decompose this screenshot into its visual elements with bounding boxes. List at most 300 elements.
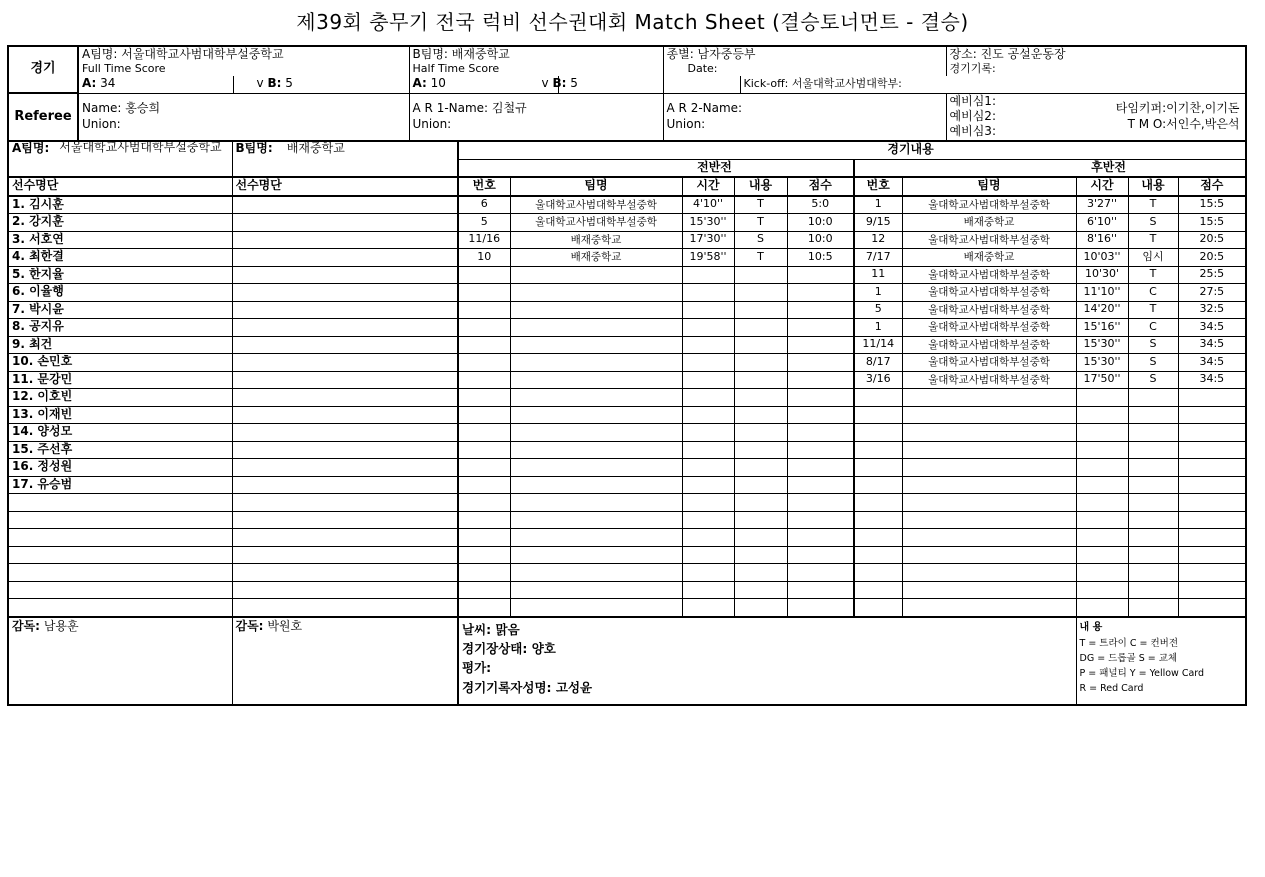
roster-a-player: 15. 주선후	[8, 441, 232, 459]
col-number-first: 번호	[458, 177, 510, 196]
first-half-event-score	[787, 494, 854, 512]
first-half-event-type	[734, 301, 787, 319]
first-half-event-score	[787, 424, 854, 442]
table-row	[8, 424, 1246, 442]
first-half-event-team	[510, 441, 682, 459]
table-row	[8, 249, 1246, 267]
second-half-event-type	[1128, 564, 1178, 582]
first-half-event-team	[510, 529, 682, 547]
recorder-signature: 경기기록자성명: 고성윤	[462, 679, 593, 695]
first-half-event-team	[510, 599, 682, 617]
first-half-event-type: T	[734, 196, 787, 214]
second-half-event-team: 배재중학교	[902, 249, 1076, 267]
first-half-event-no	[458, 459, 510, 477]
second-half-event-team	[902, 476, 1076, 494]
second-half-event-team	[902, 424, 1076, 442]
second-half-event-time	[1076, 389, 1128, 407]
first-half-event-no	[458, 336, 510, 354]
ar2-name: A R 2-Name:	[666, 101, 743, 116]
second-half-event-score	[1178, 599, 1246, 617]
second-half-event-type: S	[1128, 354, 1178, 372]
second-half-event-time	[1076, 406, 1128, 424]
second-half-event-type	[1128, 494, 1178, 512]
first-half-event-time	[682, 494, 734, 512]
second-half-event-time: 11'10''	[1076, 284, 1128, 302]
first-half-event-team	[510, 266, 682, 284]
roster-b-player	[232, 301, 458, 319]
roster-a-player: 12. 이호빈	[8, 389, 232, 407]
first-half-event-score	[787, 459, 854, 477]
roster-a-player: 4. 최한결	[8, 249, 232, 267]
roster-b-player	[232, 371, 458, 389]
timekeeper: 타임키퍼:이기찬,이기돈	[1115, 100, 1240, 115]
roster-b-player	[232, 389, 458, 407]
evaluation: 평가:	[462, 660, 492, 676]
roster-a-player: 3. 서호연	[8, 231, 232, 249]
category: 종별: 남자중등부	[663, 46, 946, 62]
first-half-event-no	[458, 319, 510, 337]
roster-b-player	[232, 546, 458, 564]
match-content-header: 경기내용	[458, 141, 1246, 159]
first-half-event-time	[682, 441, 734, 459]
coach-a	[8, 617, 232, 705]
second-half-event-no	[854, 546, 902, 564]
second-half-event-type	[1128, 476, 1178, 494]
first-half-header: 전반전	[458, 159, 854, 177]
table-row	[8, 406, 1246, 424]
second-half-event-no: 1	[854, 196, 902, 214]
half-a-label: A:	[412, 76, 427, 91]
first-half-event-score: 10:0	[787, 214, 854, 232]
first-half-event-team	[510, 371, 682, 389]
second-half-event-score: 32:5	[1178, 301, 1246, 319]
second-half-event-no	[854, 581, 902, 599]
first-half-event-no	[458, 371, 510, 389]
first-half-event-score	[787, 599, 854, 617]
roster-a-player	[8, 581, 232, 599]
first-half-event-type	[734, 336, 787, 354]
first-half-event-type	[734, 354, 787, 372]
second-half-event-score: 20:5	[1178, 231, 1246, 249]
roster-a-player: 10. 손민호	[8, 354, 232, 372]
roster-a-player: 13. 이재빈	[8, 406, 232, 424]
table-row	[8, 511, 1246, 529]
second-half-event-type	[1128, 599, 1178, 617]
first-half-event-team	[510, 476, 682, 494]
first-half-event-team	[510, 354, 682, 372]
footer-table	[7, 616, 1247, 706]
first-half-event-type	[734, 406, 787, 424]
match-header-table	[7, 45, 1247, 142]
second-half-event-team	[902, 564, 1076, 582]
roster-b-player	[232, 459, 458, 477]
first-half-event-team: 배재중학교	[510, 249, 682, 267]
full-time-b-score: 5	[285, 76, 293, 91]
second-half-event-time: 15'30''	[1076, 354, 1128, 372]
first-half-event-score	[787, 266, 854, 284]
second-half-event-score: 34:5	[1178, 371, 1246, 389]
first-half-event-no	[458, 266, 510, 284]
first-half-event-type	[734, 529, 787, 547]
second-half-event-time: 3'27''	[1076, 196, 1128, 214]
second-half-event-type: T	[1128, 266, 1178, 284]
roster-b-player	[232, 336, 458, 354]
second-half-event-team: 울대학교사범대학부설중학	[902, 354, 1076, 372]
second-half-event-time	[1076, 564, 1128, 582]
table-row	[8, 266, 1246, 284]
first-half-event-time: 19'58''	[682, 249, 734, 267]
second-half-event-score: 27:5	[1178, 284, 1246, 302]
table-row	[8, 214, 1246, 232]
half-time-a-score: 10	[430, 76, 446, 91]
first-half-event-team	[510, 494, 682, 512]
full-time-label: Full Time Score	[78, 62, 409, 76]
second-half-event-type: T	[1128, 231, 1178, 249]
match-conditions	[458, 617, 1076, 705]
second-half-event-type: S	[1128, 336, 1178, 354]
first-half-event-score: 10:0	[787, 231, 854, 249]
second-half-event-score: 15:5	[1178, 196, 1246, 214]
second-half-event-type: S	[1128, 214, 1178, 232]
legend-title: 내 용	[1079, 621, 1103, 633]
roster-a-player: 7. 박시윤	[8, 301, 232, 319]
first-half-event-time	[682, 354, 734, 372]
legend-line-2: DG = 드롭골 S = 교체	[1079, 652, 1178, 664]
second-half-event-score	[1178, 529, 1246, 547]
first-half-event-score	[787, 284, 854, 302]
second-half-event-time	[1076, 476, 1128, 494]
second-half-event-time	[1076, 511, 1128, 529]
table-row	[8, 231, 1246, 249]
section-referee-label: Referee	[8, 93, 78, 141]
half-time-a	[409, 76, 558, 93]
a-team-name: 서울대학교사범대학부설중학교	[59, 140, 222, 154]
first-half-event-type	[734, 599, 787, 617]
roster-b-player	[232, 529, 458, 547]
second-half-event-no: 5	[854, 301, 902, 319]
first-half-event-score	[787, 476, 854, 494]
second-half-event-no	[854, 476, 902, 494]
table-row	[8, 354, 1246, 372]
second-half-event-time: 15'30''	[1076, 336, 1128, 354]
ground-condition: 경기장상태: 양호	[462, 640, 556, 656]
table-row	[8, 546, 1246, 564]
first-half-event-no	[458, 354, 510, 372]
roster-b-player	[232, 214, 458, 232]
weather: 날씨: 맑음	[462, 621, 520, 637]
coach-b-name: 박원호	[267, 618, 303, 633]
first-half-event-time	[682, 511, 734, 529]
first-half-event-team: 배재중학교	[510, 231, 682, 249]
first-half-event-team	[510, 424, 682, 442]
second-half-event-no: 3/16	[854, 371, 902, 389]
roster-header-b: 선수명단	[232, 177, 458, 196]
first-half-event-no	[458, 564, 510, 582]
roster-b-player	[232, 599, 458, 617]
first-half-event-no	[458, 406, 510, 424]
first-half-event-team	[510, 301, 682, 319]
roster-b-player	[232, 249, 458, 267]
first-half-event-time: 17'30''	[682, 231, 734, 249]
roster-a-player: 16. 정성원	[8, 459, 232, 477]
first-half-event-type	[734, 494, 787, 512]
second-half-event-team	[902, 546, 1076, 564]
first-half-event-time	[682, 564, 734, 582]
ar1-name: A R 1-Name: 김철규	[412, 101, 527, 116]
table-row	[8, 476, 1246, 494]
second-half-event-type	[1128, 424, 1178, 442]
first-half-event-score	[787, 546, 854, 564]
roster-a-player	[8, 529, 232, 547]
second-half-event-team: 울대학교사범대학부설중학	[902, 371, 1076, 389]
first-half-event-no	[458, 284, 510, 302]
first-half-event-no	[458, 546, 510, 564]
first-half-event-no	[458, 424, 510, 442]
table-row	[8, 441, 1246, 459]
second-half-event-score: 34:5	[1178, 354, 1246, 372]
second-half-event-time: 10'30'	[1076, 266, 1128, 284]
roster-a-player: 14. 양성모	[8, 424, 232, 442]
second-half-event-no: 1	[854, 284, 902, 302]
first-half-event-type	[734, 266, 787, 284]
first-half-event-type	[734, 564, 787, 582]
first-half-event-type: S	[734, 231, 787, 249]
a-team-cell	[8, 141, 232, 177]
first-half-event-time	[682, 389, 734, 407]
second-half-event-score: 25:5	[1178, 266, 1246, 284]
first-half-event-no	[458, 581, 510, 599]
roster-b-player	[232, 406, 458, 424]
roster-a-player	[8, 546, 232, 564]
second-half-event-no: 8/17	[854, 354, 902, 372]
table-row	[8, 494, 1246, 512]
table-row	[8, 581, 1246, 599]
v-label: v	[256, 76, 264, 91]
second-half-header: 후반전	[854, 159, 1246, 177]
full-time-b	[233, 76, 409, 93]
coach-a-name: 남용훈	[43, 618, 79, 633]
second-half-event-team	[902, 581, 1076, 599]
table-row	[8, 371, 1246, 389]
half-time-b	[541, 76, 663, 93]
roster-a-player: 1. 김시훈	[8, 196, 232, 214]
first-half-event-time	[682, 529, 734, 547]
first-half-event-team: 울대학교사범대학부설중학	[510, 214, 682, 232]
half-time-label: Half Time Score	[409, 62, 663, 76]
first-half-event-score	[787, 441, 854, 459]
second-half-event-team: 울대학교사범대학부설중학	[902, 336, 1076, 354]
first-half-event-type	[734, 511, 787, 529]
second-half-event-no	[854, 511, 902, 529]
first-half-event-time	[682, 301, 734, 319]
first-half-event-time	[682, 459, 734, 477]
first-half-event-no	[458, 599, 510, 617]
col-team-second: 팀명	[902, 177, 1076, 196]
officials-info	[946, 93, 1246, 141]
first-half-event-team	[510, 459, 682, 477]
second-half-event-type: T	[1128, 196, 1178, 214]
first-half-event-type: T	[734, 249, 787, 267]
b-team-line: B팀명: 배재중학교	[409, 46, 663, 62]
second-half-event-time	[1076, 581, 1128, 599]
table-row	[8, 564, 1246, 582]
second-half-event-score	[1178, 564, 1246, 582]
second-half-event-type: C	[1128, 319, 1178, 337]
second-half-event-time	[1076, 424, 1128, 442]
table-row	[8, 284, 1246, 302]
first-half-event-team	[510, 564, 682, 582]
second-half-event-score	[1178, 494, 1246, 512]
first-half-event-team: 울대학교사범대학부설중학	[510, 196, 682, 214]
roster-b-player	[232, 441, 458, 459]
col-time-second: 시간	[1076, 177, 1128, 196]
first-half-event-no	[458, 529, 510, 547]
second-half-event-no	[854, 529, 902, 547]
first-half-event-no	[458, 511, 510, 529]
roster-b-player	[232, 354, 458, 372]
ar2-info	[663, 93, 946, 141]
second-half-event-time: 6'10''	[1076, 214, 1128, 232]
second-half-event-type	[1128, 441, 1178, 459]
second-half-event-team: 울대학교사범대학부설중학	[902, 319, 1076, 337]
roster-b-player	[232, 284, 458, 302]
second-half-event-no: 11	[854, 266, 902, 284]
a-label: A:	[82, 76, 97, 91]
first-half-event-team	[510, 319, 682, 337]
roster-b-player	[232, 511, 458, 529]
full-time-a	[78, 76, 233, 93]
half-v-label: v	[541, 76, 549, 91]
table-row	[8, 599, 1246, 617]
second-half-event-no	[854, 494, 902, 512]
table-row	[8, 389, 1246, 407]
second-half-event-team: 배재중학교	[902, 214, 1076, 232]
roster-b-player	[232, 231, 458, 249]
table-row	[8, 319, 1246, 337]
first-half-event-type	[734, 441, 787, 459]
first-half-event-no: 6	[458, 196, 510, 214]
half-time-spacer	[663, 76, 740, 93]
second-half-event-no	[854, 389, 902, 407]
table-row	[8, 196, 1246, 214]
second-half-event-time	[1076, 441, 1128, 459]
roster-b-player	[232, 319, 458, 337]
first-half-event-time	[682, 284, 734, 302]
second-half-event-type: T	[1128, 301, 1178, 319]
ar1-union: Union:	[412, 116, 452, 131]
reserve-1: 예비심1:	[949, 94, 996, 109]
second-half-event-team	[902, 406, 1076, 424]
second-half-event-no	[854, 424, 902, 442]
second-half-event-no: 9/15	[854, 214, 902, 232]
first-half-event-team	[510, 336, 682, 354]
match-events-table	[7, 140, 1247, 618]
reserve-3: 예비심3:	[949, 124, 996, 139]
second-half-event-type	[1128, 406, 1178, 424]
first-half-event-time: 4'10''	[682, 196, 734, 214]
half-time-b-score: 5	[570, 76, 578, 91]
section-match-label: 경기	[8, 46, 78, 93]
first-half-event-score	[787, 301, 854, 319]
first-half-event-time	[682, 371, 734, 389]
second-half-event-score	[1178, 406, 1246, 424]
second-half-event-no: 7/17	[854, 249, 902, 267]
second-half-event-time: 15'16''	[1076, 319, 1128, 337]
coach-b-label: 감독:	[235, 618, 264, 633]
first-half-event-type	[734, 319, 787, 337]
a-team-label: A팀명:	[12, 141, 50, 155]
second-half-event-type	[1128, 529, 1178, 547]
legend-line-4: R = Red Card	[1079, 683, 1144, 695]
coach-b	[232, 617, 458, 705]
second-half-event-type	[1128, 581, 1178, 599]
second-half-event-time	[1076, 494, 1128, 512]
second-half-event-type	[1128, 546, 1178, 564]
second-half-event-team: 울대학교사범대학부설중학	[902, 266, 1076, 284]
second-half-event-team	[902, 599, 1076, 617]
first-half-event-time: 15'30''	[682, 214, 734, 232]
second-half-event-score: 15:5	[1178, 214, 1246, 232]
second-half-event-no	[854, 599, 902, 617]
b-team-name: 배재중학교	[286, 141, 345, 155]
roster-b-player	[232, 581, 458, 599]
second-half-event-type	[1128, 511, 1178, 529]
first-half-event-type	[734, 581, 787, 599]
ar2-union: Union:	[666, 116, 706, 131]
second-half-event-time: 17'50''	[1076, 371, 1128, 389]
first-half-event-type	[734, 389, 787, 407]
coach-a-label: 감독:	[12, 618, 40, 633]
second-half-event-no	[854, 564, 902, 582]
first-half-event-time	[682, 599, 734, 617]
roster-b-player	[232, 476, 458, 494]
second-half-event-type	[1128, 389, 1178, 407]
col-team-first: 팀명	[510, 177, 682, 196]
reserve-2: 예비심2:	[949, 109, 996, 124]
first-half-event-time	[682, 424, 734, 442]
roster-a-player: 2. 강지훈	[8, 214, 232, 232]
second-half-event-score	[1178, 546, 1246, 564]
col-content-second: 내용	[1128, 177, 1178, 196]
table-row	[8, 301, 1246, 319]
second-half-event-score: 34:5	[1178, 336, 1246, 354]
a-team-line: A팀명: 서울대학교사범대학부설중학교	[78, 46, 409, 62]
roster-a-player	[8, 599, 232, 617]
b-label: B:	[267, 76, 282, 91]
full-time-a-score: 34	[100, 76, 116, 91]
second-half-event-time: 10'03''	[1076, 249, 1128, 267]
second-half-event-time: 14'20''	[1076, 301, 1128, 319]
half-b-label: B:	[552, 76, 567, 91]
first-half-event-type	[734, 546, 787, 564]
second-half-event-type: 임시	[1128, 249, 1178, 267]
first-half-event-time	[682, 266, 734, 284]
roster-b-player	[232, 564, 458, 582]
first-half-event-score	[787, 511, 854, 529]
first-half-event-score	[787, 529, 854, 547]
match-sheet	[7, 45, 1245, 706]
second-half-event-team: 울대학교사범대학부설중학	[902, 231, 1076, 249]
first-half-event-no: 5	[458, 214, 510, 232]
ar1-info	[409, 93, 663, 141]
first-half-event-score	[787, 389, 854, 407]
second-half-event-score: 20:5	[1178, 249, 1246, 267]
first-half-event-time	[682, 336, 734, 354]
legend-line-1: T = 트라이 C = 컨버전	[1079, 637, 1179, 649]
legend	[1076, 617, 1246, 705]
first-half-event-score	[787, 354, 854, 372]
first-half-event-team	[510, 389, 682, 407]
